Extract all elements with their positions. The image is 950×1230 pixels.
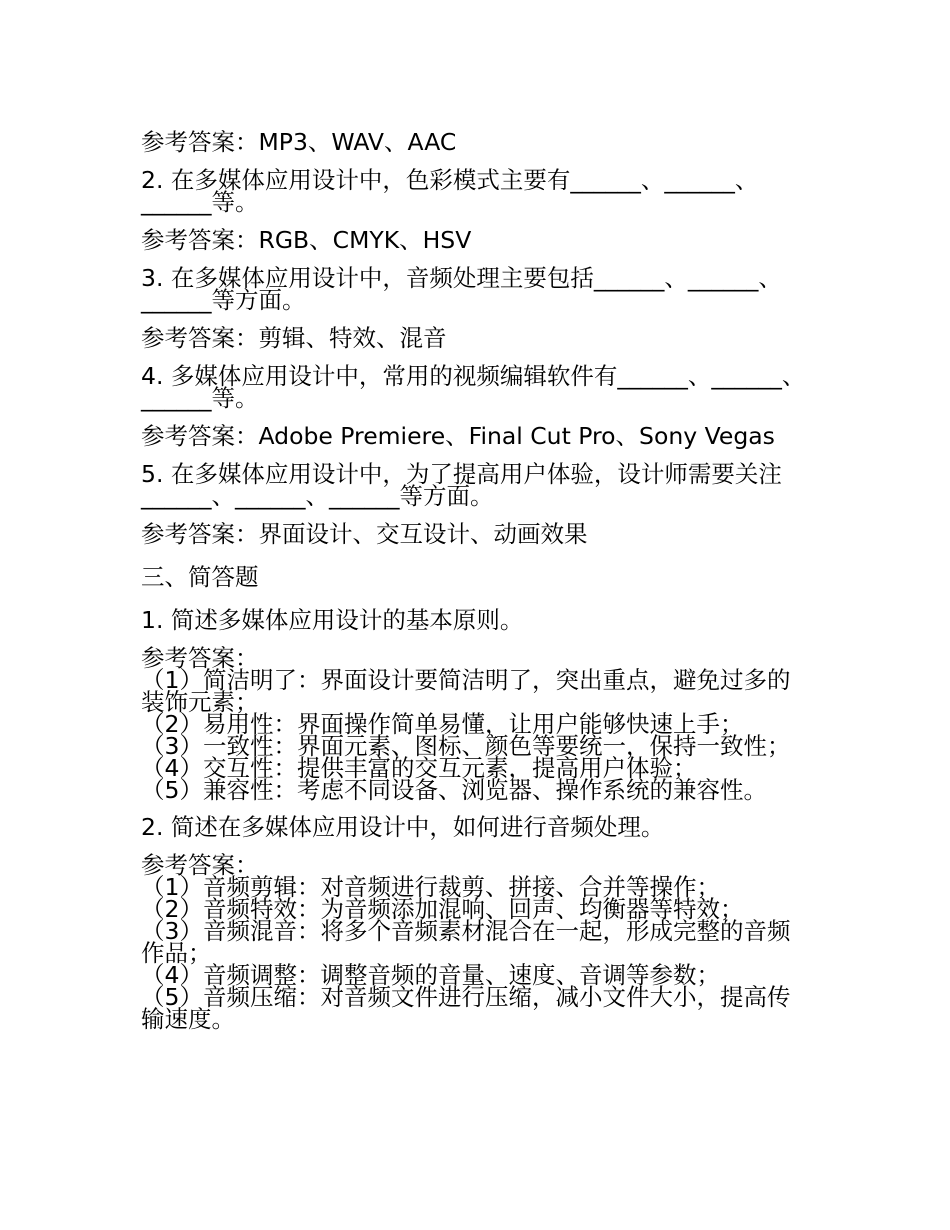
- question-fill-5: 5. 在多媒体应用设计中，为了提高用户体验，设计师需要关注______、______、______等方面。: [141, 460, 782, 510]
- answer-short-2-label: 参考答案：: [141, 851, 259, 879]
- answer-short-2-item: （3）音频混音：将多个音频素材混合在一起，形成完整的音频作品；: [141, 917, 791, 967]
- question-fill-4: 4. 多媒体应用设计中，常用的视频编辑软件有______、______、______等。: [141, 362, 806, 412]
- question-short-1: 1. 简述多媒体应用设计的基本原则。: [141, 606, 524, 634]
- answer-short-2: [141, 851, 806, 1033]
- question-fill-3: 3. 在多媒体应用设计中，音频处理主要包括______、______、______等方面。: [141, 264, 782, 314]
- answer-fill-3: 参考答案：剪辑、特效、混音: [141, 324, 447, 352]
- answer-short-1-item: （1）简洁明了：界面设计要简洁明了，突出重点，避免过多的装饰元素；: [141, 666, 791, 716]
- answer-short-2-item: （4）音频调整：调整音频的音量、速度、音调等参数；: [141, 961, 720, 989]
- answer-short-2-item: （2）音频特效：为音频添加混响、回声、均衡器等特效；: [141, 895, 744, 923]
- answer-short-1-item: （3）一致性：界面元素、图标、颜色等要统一，保持一致性；: [141, 732, 791, 760]
- question-short-2: 2. 简述在多媒体应用设计中，如何进行音频处理。: [141, 813, 665, 841]
- answer-short-2-item: （1）音频剪辑：对音频进行裁剪、拼接、合并等操作；: [141, 873, 720, 901]
- document-body: [141, 126, 806, 1040]
- answer-short-1-label: 参考答案：: [141, 644, 259, 672]
- answer-fill-5: 参考答案：界面设计、交互设计、动画效果: [141, 520, 588, 548]
- answer-fill-4: 参考答案：Adobe Premiere、Final Cut Pro、Sony Vegas: [141, 422, 775, 450]
- answer-short-1-item: （2）易用性：界面操作简单易懂，让用户能够快速上手；: [141, 710, 744, 738]
- answer-short-1: [141, 644, 806, 804]
- answer-short-1-item: （5）兼容性：考虑不同设备、浏览器、操作系统的兼容性。: [141, 776, 767, 804]
- answer-short-1-item: （4）交互性：提供丰富的交互元素，提高用户体验；: [141, 754, 697, 782]
- answer-fill-2: 参考答案：RGB、CMYK、HSV: [141, 226, 472, 254]
- question-fill-2: 2. 在多媒体应用设计中，色彩模式主要有______、______、______等。: [141, 166, 759, 216]
- answer-fill-1: 参考答案：MP3、WAV、AAC: [141, 128, 457, 156]
- answer-short-2-item: （5）音频压缩：对音频文件进行压缩，减小文件大小，提高传输速度。: [141, 983, 791, 1033]
- section-heading-short-answer: 三、简答题: [141, 563, 259, 591]
